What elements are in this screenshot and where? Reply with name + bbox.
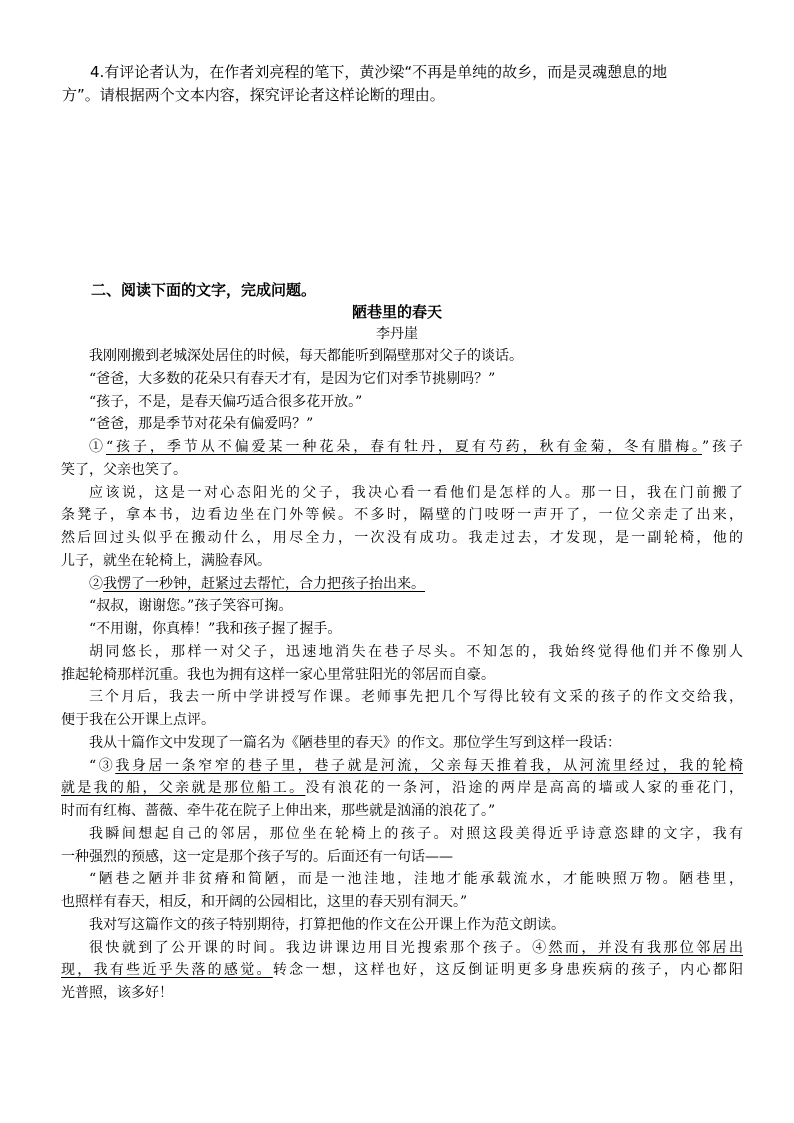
paragraph-line [61, 391, 743, 414]
paragraph-line [61, 550, 743, 573]
text-segment: 光普照，该多好！ [61, 985, 173, 1001]
paragraph-line [61, 459, 743, 482]
text-segment: “爸爸，大多数的花朵只有春天才有，是因为它们对季节挑剔吗？” [89, 370, 496, 387]
paragraph-line [61, 891, 743, 914]
paragraph-line [61, 982, 743, 1005]
question-line: 方”。请根据两个文本内容，探究评论者这样论断的理由。 [62, 86, 445, 104]
text-segment: 转念一想，这样也好，这反倒证明更多身患疾病的孩子，内心都阳 [272, 962, 744, 979]
text-segment: 我刚刚搬到老城深处居住的时候，每天都能听到隔壁那对父子的谈话。 [89, 348, 523, 364]
paragraph-line [61, 800, 743, 823]
text-segment: “陋巷之陋并非贫瘠和简陋，而是一池洼地，洼地才能承载流水，才能映照万物。陋巷里， [89, 871, 743, 888]
article-body [61, 345, 743, 1005]
article-title: 陋巷里的春天 [351, 303, 442, 321]
underlined-sentence: 我身居一条窄窄的巷子里，巷子就是河流，父亲每天推着我，从河流里经过，我的轮椅 [115, 757, 743, 774]
text-segment: ② [89, 575, 103, 592]
text-segment: 一种强烈的预感，这一定是那个孩子写的。后面还有一句话—— [61, 848, 453, 865]
text-segment: 我瞬间想起自己的邻居，那位坐在轮椅上的孩子。对照这段美得近乎诗意恣肆的文字，我有 [89, 825, 743, 842]
underlined-sentence: 现，我有些近乎失落的感觉。 [61, 962, 273, 979]
text-segment: 儿子，就坐在轮椅上，满脸春风。 [61, 552, 271, 569]
text-segment: “不用谢，你真棒！”我和孩子握了握手。 [89, 621, 342, 637]
paragraph-line [61, 709, 743, 732]
text-segment: 笑了，父亲也笑了。 [61, 461, 187, 478]
article-author: 李丹崖 [376, 326, 418, 342]
paragraph-line [61, 777, 743, 800]
paragraph-line [61, 345, 743, 368]
paragraph-line [61, 436, 743, 459]
text-segment: 也照样有春天，相反，和开阔的公园相比，这里的春天别有洞天。” [61, 894, 468, 910]
paragraph-line [61, 527, 743, 550]
question-4 [62, 61, 742, 107]
paragraph-line [61, 482, 743, 505]
paragraph-line [61, 937, 743, 960]
paragraph-line [61, 504, 743, 527]
paragraph-line [61, 846, 743, 869]
text-segment: 时而有红梅、蔷薇、牵牛花在院子上伸出来，那些就是汹涌的浪花了。” [61, 803, 496, 819]
paragraph-line [61, 914, 743, 937]
paragraph-line [61, 413, 743, 436]
section-heading: 二、阅读下面的文字，完成问题。 [91, 281, 317, 299]
text-segment: 条凳子，拿本书，边看边坐在门外等候。不多时，隔壁的门吱呀一声开了，一位父亲走了出来， [61, 507, 743, 524]
text-segment: 很快就到了公开课的时间。我边讲课边用目光搜索那个孩子。④ [89, 939, 549, 956]
text-segment: “叔叔，谢谢您。”孩子笑容可掬。 [89, 598, 293, 615]
text-segment: 三个月后，我去一所中学讲授写作课。老师事先把几个写得比较有文采的孩子的作文交给我， [89, 689, 743, 706]
text-segment: 我对写这篇作文的孩子特别期待，打算把他的作文在公开课上作为范文朗读。 [89, 916, 565, 933]
question-line: 4.有评论者认为，在作者刘亮程的笔下，黄沙梁“不再是单纯的故乡，而是灵魂憩息的地 [90, 63, 668, 81]
underlined-sentence: 然而，并没有我那位邻居出 [548, 939, 744, 956]
paragraph-line [61, 595, 743, 618]
paragraph-line [61, 959, 743, 982]
paragraph-line [61, 732, 743, 755]
text-segment: ① [89, 439, 106, 455]
paragraph-line [61, 641, 743, 664]
text-segment: 推起轮椅那样沉重。我也为拥有这样一家心里常驻阳光的邻居而自豪。 [61, 666, 495, 683]
text-segment: 便于我在公开课上点评。 [61, 712, 215, 728]
paragraph-line [61, 868, 743, 891]
text-segment: ”孩子 [701, 439, 744, 455]
paragraph-line [61, 823, 743, 846]
text-segment: 胡同悠长，那样一对父子，迅速地消失在巷子尽头。不知怎的，我始终觉得他们并不像别人 [89, 643, 743, 660]
text-segment: “孩子，不是，是春天偏巧适合很多花开放。” [89, 393, 363, 410]
underlined-sentence: 我愣了一秒钟，赶紧过去帮忙，合力把孩子抬出来。 [103, 575, 425, 592]
text-segment: 然后回过头似乎在搬动什么，用尽全力，一次没有成功。我走过去，才发现，是一副轮椅，他的 [61, 530, 743, 546]
underlined-sentence: 就是我的船，父亲就是那位船工。 [61, 780, 306, 797]
text-segment: “③ [89, 757, 116, 774]
underlined-sentence: “孩子，季节从不偏爱某一种花朵，春有牡丹，夏有芍药，秋有金菊，冬有腊梅。 [105, 439, 702, 455]
text-segment: 我从十篇作文中发现了一篇名为《陋巷里的春天》的作文。那位学生写到这样一段话： [89, 734, 621, 751]
text-segment: 应该说，这是一对心态阳光的父子，我决心看一看他们是怎样的人。那一日，我在门前搬了 [89, 484, 743, 501]
paragraph-line [61, 573, 743, 596]
text-segment: 没有浪花的一条河，沿途的两岸是高高的墙或人家的垂花门， [305, 780, 743, 797]
text-segment: “爸爸，那是季节对花朵有偏爱吗？” [89, 416, 314, 433]
paragraph-line [61, 618, 743, 641]
paragraph-line [61, 686, 743, 709]
paragraph-line [61, 755, 743, 778]
paragraph-line [61, 664, 743, 687]
paragraph-line [61, 368, 743, 391]
